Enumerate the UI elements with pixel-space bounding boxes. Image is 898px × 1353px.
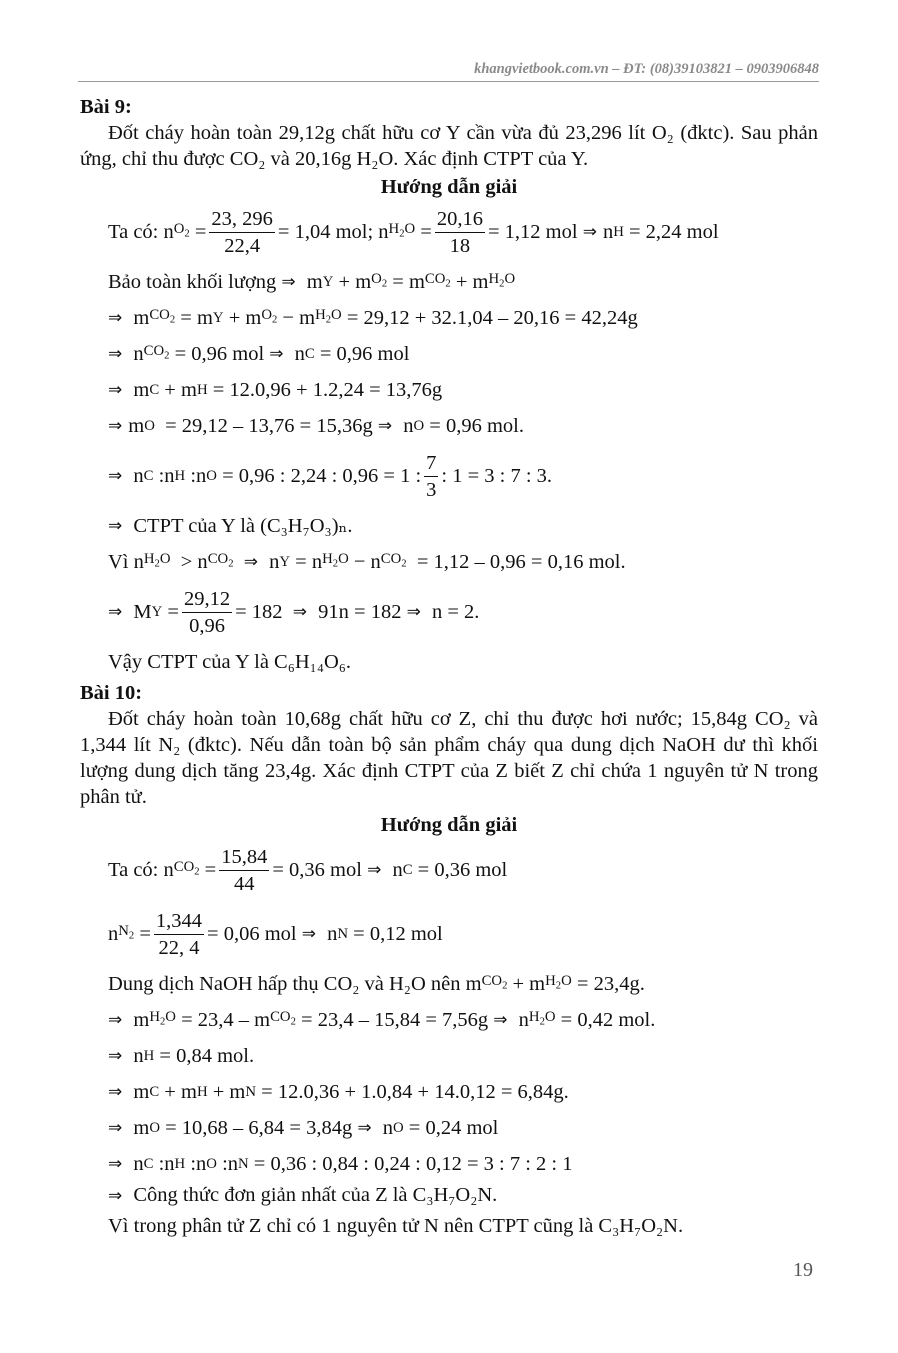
implies-arrow-icon: ⇒ xyxy=(108,1046,123,1066)
exercise-9-title: Bài 9: xyxy=(80,96,132,118)
ex9-step-moles: Ta có: n $O_2$ = $\frac{23, 296}{22,4}$ = 1,04 mol; n $H_2O$ = $\frac{20,16}{18}$ = 1,12 mol ⇒ n H = 2,24 mol xyxy=(108,207,719,257)
implies-arrow-icon: ⇒ xyxy=(108,1082,123,1102)
exercise-10-guide-heading: Hướng dẫn giải xyxy=(380,814,518,836)
implies-arrow-icon: ⇒ xyxy=(108,1154,123,1174)
exercise-9-guide-heading: Hướng dẫn giải xyxy=(380,176,518,198)
exercise-10-problem: Đốt cháy hoàn toàn 10,68g chất hữu cơ Z, chỉ thu được hơi nước; 15,84g CO₂ và 1,344 lít N₂ (đktc). Nếu dẫn toàn bộ sản phẩm cháy qua dung dịch NaOH dư thì khối lượng dung dịch tăng 23,4g. Xác định CTPT của Z biết Z chỉ chứa 1 nguyên tử N trong phân tử. xyxy=(80,708,818,808)
ex10-step-ratio: ⇒ n C :n H :n O :n N = 0,36 : 0,84 : 0,24 : 0,12 = 3 : 7 : 2 : 1 xyxy=(108,1153,573,1175)
implies-arrow-icon: ⇒ xyxy=(108,1010,123,1030)
implies-arrow-icon: ⇒ xyxy=(269,344,284,364)
page-number: 19 xyxy=(793,1259,813,1281)
fraction: $\frac{7}{3}$ xyxy=(426,451,437,501)
ex10-step-moles-h: ⇒ n H = 0,84 mol. xyxy=(108,1045,255,1067)
implies-arrow-icon: ⇒ xyxy=(108,380,123,400)
ex9-conclusion: Vậy CTPT của Y là C₆H₁₄O₆. xyxy=(108,651,352,673)
implies-arrow-icon: ⇒ xyxy=(108,1118,123,1138)
ex9-step-empirical: ⇒ CTPT của Y là (C₃H₇O₃)ₙ. xyxy=(108,515,353,537)
page-content xyxy=(80,94,818,1239)
ex9-step-moles-co2: ⇒ n $CO_2$ = 0,96 mol ⇒ n C = 0,96 mol xyxy=(108,343,410,365)
implies-arrow-icon: ⇒ xyxy=(108,466,123,486)
exercise-9-problem: Đốt cháy hoàn toàn 29,12g chất hữu cơ Y cần vừa đủ 23,296 lít O₂ (đktc). Sau phản ứng, chỉ thu được CO₂ và 20,16g H₂O. Xác định CTPT của Y. xyxy=(80,122,818,170)
ex10-step-naoh: Dung dịch NaOH hấp thụ CO₂ và H₂O nên m $CO_2$ + m $H_2O$ = 23,4g. xyxy=(108,973,645,995)
fraction: $\frac{23, 296}{22,4}$ xyxy=(211,207,273,257)
implies-arrow-icon: ⇒ xyxy=(357,1118,372,1138)
ex9-step-mass-o: ⇒ m O = 29,12 – 13,76 = 15,36g ⇒ n O = 0,96 mol. xyxy=(108,415,524,437)
header-divider xyxy=(78,81,819,82)
implies-arrow-icon: ⇒ xyxy=(108,416,123,436)
ex10-conclusion: Vì trong phân tử Z chỉ có 1 nguyên tử N nên CTPT cũng là C₃H₇O₂N. xyxy=(108,1215,684,1237)
implies-arrow-icon: ⇒ xyxy=(243,552,258,572)
ex10-step-mass-h2o: ⇒ m $H_2O$ = 23,4 – m $CO_2$ = 23,4 – 15,84 = 7,56g ⇒ n $H_2O$ = 0,42 mol. xyxy=(108,1009,656,1031)
ex10-step-moles-n2: n $N_2$ = $\frac{1,344}{22, 4}$ = 0,06 mol ⇒ n N = 0,12 mol xyxy=(108,909,443,959)
implies-arrow-icon: ⇒ xyxy=(301,924,316,944)
implies-arrow-icon: ⇒ xyxy=(108,1186,123,1206)
exercise-10-title: Bài 10: xyxy=(80,682,143,704)
implies-arrow-icon: ⇒ xyxy=(281,272,296,292)
fraction: $\frac{29,12}{0,96}$ xyxy=(183,587,231,637)
implies-arrow-icon: ⇒ xyxy=(367,860,382,880)
implies-arrow-icon: ⇒ xyxy=(493,1010,508,1030)
fraction: $\frac{15,84}{44}$ xyxy=(221,845,268,895)
ex9-step-mass-ch: ⇒ m C + m H = 12.0,96 + 1.2,24 = 13,76g xyxy=(108,379,443,401)
ex10-step-empirical: ⇒ Công thức đơn giản nhất của Z là C₃H₇O₂N. xyxy=(108,1184,498,1206)
ex10-step-mass-chn: ⇒ m C + m H + m N = 12.0,36 + 1.0,84 + 14.0,12 = 6,84g. xyxy=(108,1081,569,1103)
ex9-step-mass-conservation: Bảo toàn khối lượng ⇒ m Y + m $O_2$ = m $CO_2$ + m $H_2O$ xyxy=(108,271,516,293)
implies-arrow-icon: ⇒ xyxy=(406,602,421,622)
fraction: $\frac{1,344}{22, 4}$ xyxy=(155,909,203,959)
implies-arrow-icon: ⇒ xyxy=(292,602,308,622)
ex9-step-ratio: ⇒ n C :n H :n O = 0,96 : 2,24 : 0,96 = 1 : $\frac{7}{3}$ : 1 = 3 : 7 : 3. xyxy=(108,451,553,501)
ex9-step-mass-co2: ⇒ m $CO_2$ = m Y + m $O_2$ − m $H_2O$ = 29,12 + 32.1,04 – 20,16 = 42,24g xyxy=(108,307,638,329)
implies-arrow-icon: ⇒ xyxy=(582,222,597,242)
implies-arrow-icon: ⇒ xyxy=(377,416,393,436)
ex10-step-mass-o: ⇒ m O = 10,68 – 6,84 = 3,84g ⇒ n O = 0,24 mol xyxy=(108,1117,499,1139)
ex9-step-molar-mass: ⇒ M Y = $\frac{29,12}{0,96}$ = 182 ⇒ 91n = 182 ⇒ n = 2. xyxy=(108,587,480,637)
ex9-step-moles-y: Vì n $H_2O$ > n $CO_2$ ⇒ n Y = n $H_2O$ − n $CO_2$ = 1,12 – 0,96 = 0,16 mol. xyxy=(108,551,626,573)
page-header: khangvietbook.com.vn – ĐT: (08)39103821 – 0903906848 xyxy=(474,61,819,77)
ex10-step-moles-co2: Ta có: n $CO_2$ = $\frac{15,84}{44}$ = 0,36 mol ⇒ n C = 0,36 mol xyxy=(108,845,508,895)
implies-arrow-icon: ⇒ xyxy=(108,516,123,536)
implies-arrow-icon: ⇒ xyxy=(108,602,123,622)
implies-arrow-icon: ⇒ xyxy=(108,308,123,328)
implies-arrow-icon: ⇒ xyxy=(108,344,123,364)
fraction: $\frac{20,16}{18}$ xyxy=(436,207,483,257)
